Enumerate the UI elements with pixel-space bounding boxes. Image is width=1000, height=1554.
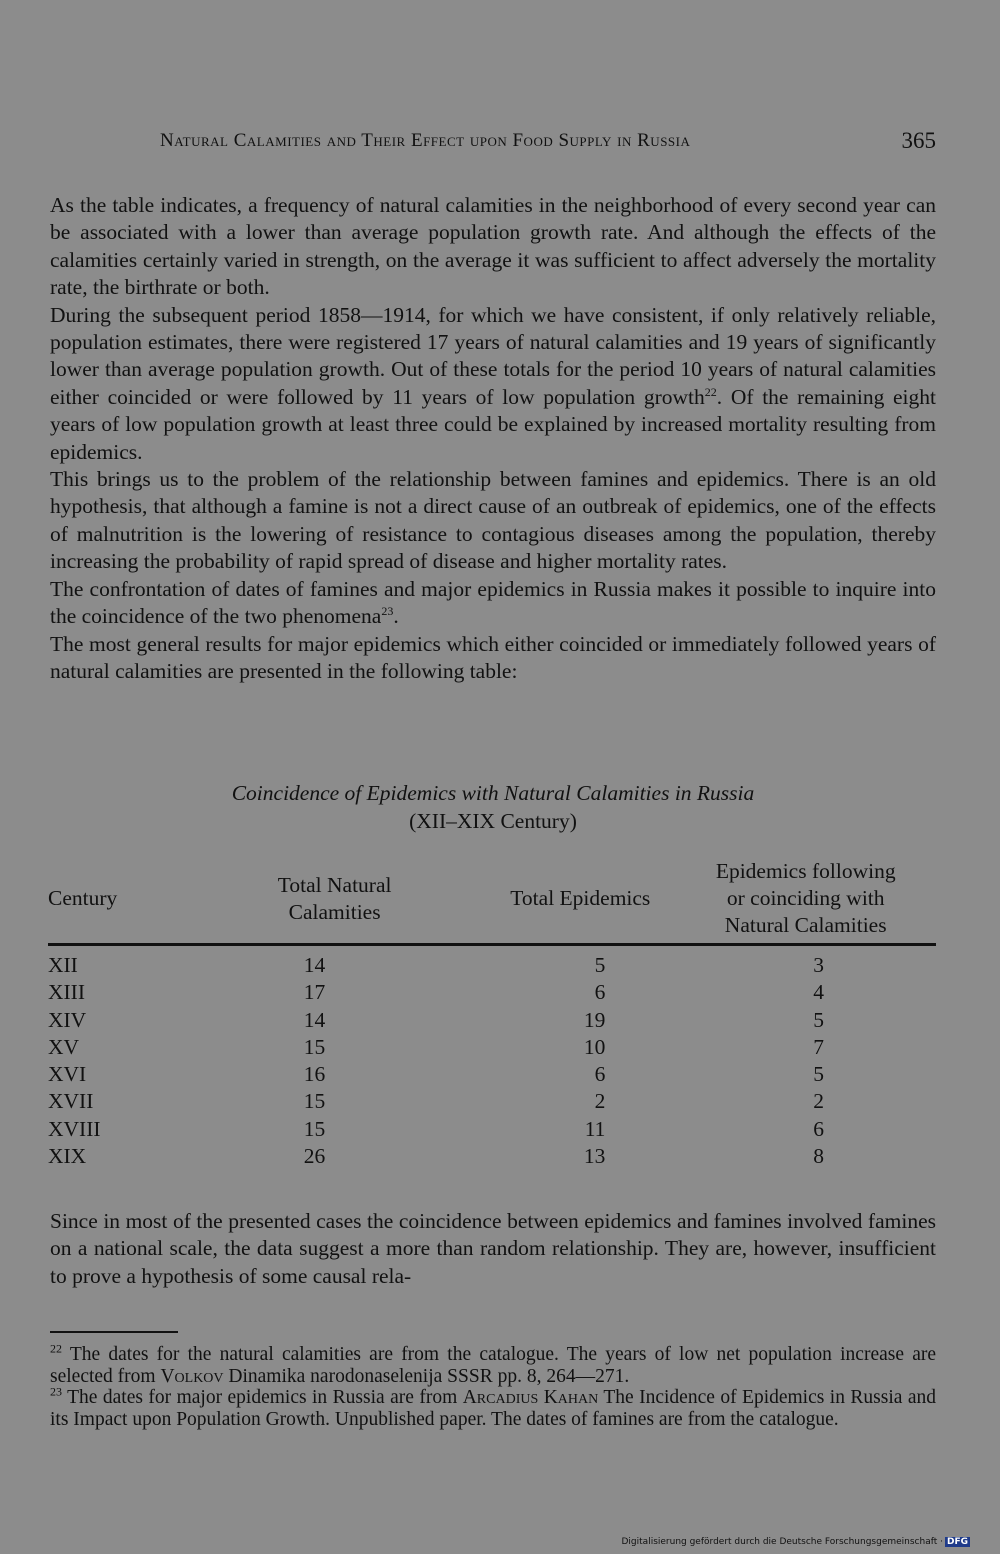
paragraph-text: During the subsequent period 1858—1914, for which we have consistent, if only relatively reliable, population estimates, there were registered 17 years of natural calamities and 19 years of significantly lower than average population growth. Out of these totals for the period 10 years of natural calamities either coincided or were followed by 11 years of low population growth: [50, 302, 936, 409]
paragraph-text: . Of the remaining eight years of low population growth at least three could be explained by increased mortality resulting from epidemics.: [50, 384, 936, 464]
cell-epidemics: 10: [583, 1034, 606, 1059]
body-text: [50, 192, 936, 685]
header-line: Epidemics following: [715, 859, 896, 883]
cell-century: XIII: [48, 980, 86, 1005]
table-row: [48, 1007, 936, 1034]
table-row: [48, 1088, 936, 1115]
footnote-author: Volkov: [160, 1365, 224, 1387]
cell-natural: 15: [303, 1116, 326, 1141]
paragraph: The most general results for major epidemics which either coincided or immediately followed years of natural calamities are presented in the following table:: [50, 631, 936, 683]
table-caption: [50, 779, 936, 835]
table-row: [48, 1143, 936, 1170]
table-row: [48, 1061, 936, 1088]
footnotes: [50, 1341, 937, 1430]
footnote-number: 23: [50, 1384, 62, 1399]
body-text-continued: [50, 1208, 936, 1290]
paragraph: [50, 576, 936, 631]
cell-natural: 16: [303, 1062, 326, 1087]
running-title: Natural Calamities and Their Effect upon Food Supply in Russia: [160, 130, 691, 151]
header-line: Total Natural: [277, 872, 392, 897]
cell-following: 5: [813, 1062, 824, 1087]
cell-natural: 14: [303, 1007, 326, 1032]
cell-epidemics: 13: [583, 1144, 606, 1169]
footnote-text: The Incidence of Epidemics in Russia and its Impact upon Population Growth. Unpublished paper. The dates of famines are from the catalogue.: [50, 1387, 937, 1430]
cell-natural: 15: [303, 1089, 326, 1114]
cell-epidemics: 6: [594, 1062, 606, 1087]
cell-century: XV: [48, 1034, 80, 1059]
paragraph-text: The confrontation of dates of famines and major epidemics in Russia makes it possible to inquire into the coincidence of the two phenomena: [50, 576, 936, 629]
credit-text: Digitalisierung gefördert durch die Deutsche Forschungsgemeinschaft ·: [621, 1537, 943, 1547]
footnote-rule: [50, 1331, 178, 1333]
cell-natural: 15: [303, 1034, 326, 1059]
cell-century: XIV: [48, 1007, 87, 1032]
header-total-epidemics: Total Epidemics: [485, 858, 675, 945]
header-line: or coinciding with: [726, 886, 885, 910]
running-header: [160, 128, 936, 158]
cell-following: 4: [813, 980, 824, 1005]
cell-century: XVII: [48, 1089, 94, 1114]
footnote-ref: 23: [381, 603, 394, 618]
header-epidemics-following: [675, 858, 936, 945]
paragraph: [50, 302, 936, 466]
cell-natural: 14: [303, 953, 326, 977]
footnote-23: [50, 1384, 937, 1430]
data-table: [48, 858, 936, 1170]
footnote-number: 22: [50, 1341, 62, 1356]
header-line: Calamities: [288, 899, 381, 924]
paragraph: Since in most of the presented cases the coincidence between epidemics and famines involved famines on a national scale, the data suggest a more than random relationship. They are, however, insufficient to prove a hypothesis of some causal rela-: [50, 1209, 936, 1288]
paragraph: This brings us to the problem of the relationship between famines and epidemics. There is an old hypothesis, that although a famine is not a direct cause of an outbreak of epidemics, one of the effects of malnutrition is the lowering of resistance to contagious diseases among the population, thereby increasing the probability of rapid spread of disease and higher mortality rates.: [50, 467, 936, 574]
footnote-ref: 22: [704, 384, 717, 399]
footnote-text: The dates for the natural calamities are from the catalogue. The years of low net population increase are selected from: [50, 1344, 936, 1387]
cell-century: XVIII: [48, 1116, 101, 1141]
digitization-credit: [622, 1537, 971, 1547]
cell-epidemics: 6: [594, 980, 606, 1005]
footnote-text: The dates for major epidemics in Russia are from: [67, 1387, 458, 1408]
footnote-text: Dinamika narodonaselenija SSSR pp. 8, 264—271.: [228, 1365, 630, 1387]
table-subtitle: (XII–XIX Century): [409, 809, 577, 833]
dfg-logo: DFG: [946, 1537, 968, 1547]
table-row: [48, 1116, 936, 1143]
cell-following: 5: [813, 1007, 824, 1032]
table-title: Coincidence of Epidemics with Natural Calamities in Russia: [231, 781, 755, 805]
paragraph: As the table indicates, a frequency of natural calamities in the neighborhood of every second year can be associated with a lower than average population growth rate. And although the effects of the calamities certainly varied in strength, on the average it was sufficient to affect adversely the mortality rate, the birthrate or both.: [50, 193, 936, 300]
footnote-author: Arcadius Kahan: [462, 1387, 599, 1408]
page-number: 365: [901, 128, 936, 153]
table-row: [48, 945, 936, 980]
cell-epidemics: 19: [583, 1007, 606, 1032]
cell-epidemics: 11: [584, 1116, 606, 1141]
cell-natural: 17: [303, 980, 326, 1005]
table-row: [48, 979, 936, 1006]
header-century: Century: [48, 858, 184, 945]
cell-century: XVI: [48, 1062, 87, 1087]
cell-natural: 26: [303, 1144, 326, 1169]
header-natural-calamities: [184, 858, 485, 945]
cell-following: 7: [813, 1034, 824, 1059]
footnote-22: [50, 1341, 936, 1387]
header-line: Natural Calamities: [724, 913, 887, 937]
cell-following: 3: [813, 953, 824, 977]
cell-century: XIX: [48, 1144, 87, 1169]
cell-epidemics: 2: [594, 1089, 606, 1114]
table-row: [48, 1034, 936, 1061]
cell-epidemics: 5: [594, 953, 606, 977]
paragraph-text: .: [393, 604, 399, 629]
table-header-row: [48, 858, 936, 945]
cell-following: 8: [813, 1144, 824, 1169]
cell-following: 6: [813, 1116, 824, 1141]
cell-following: 2: [813, 1089, 824, 1114]
cell-century: XII: [48, 953, 78, 977]
